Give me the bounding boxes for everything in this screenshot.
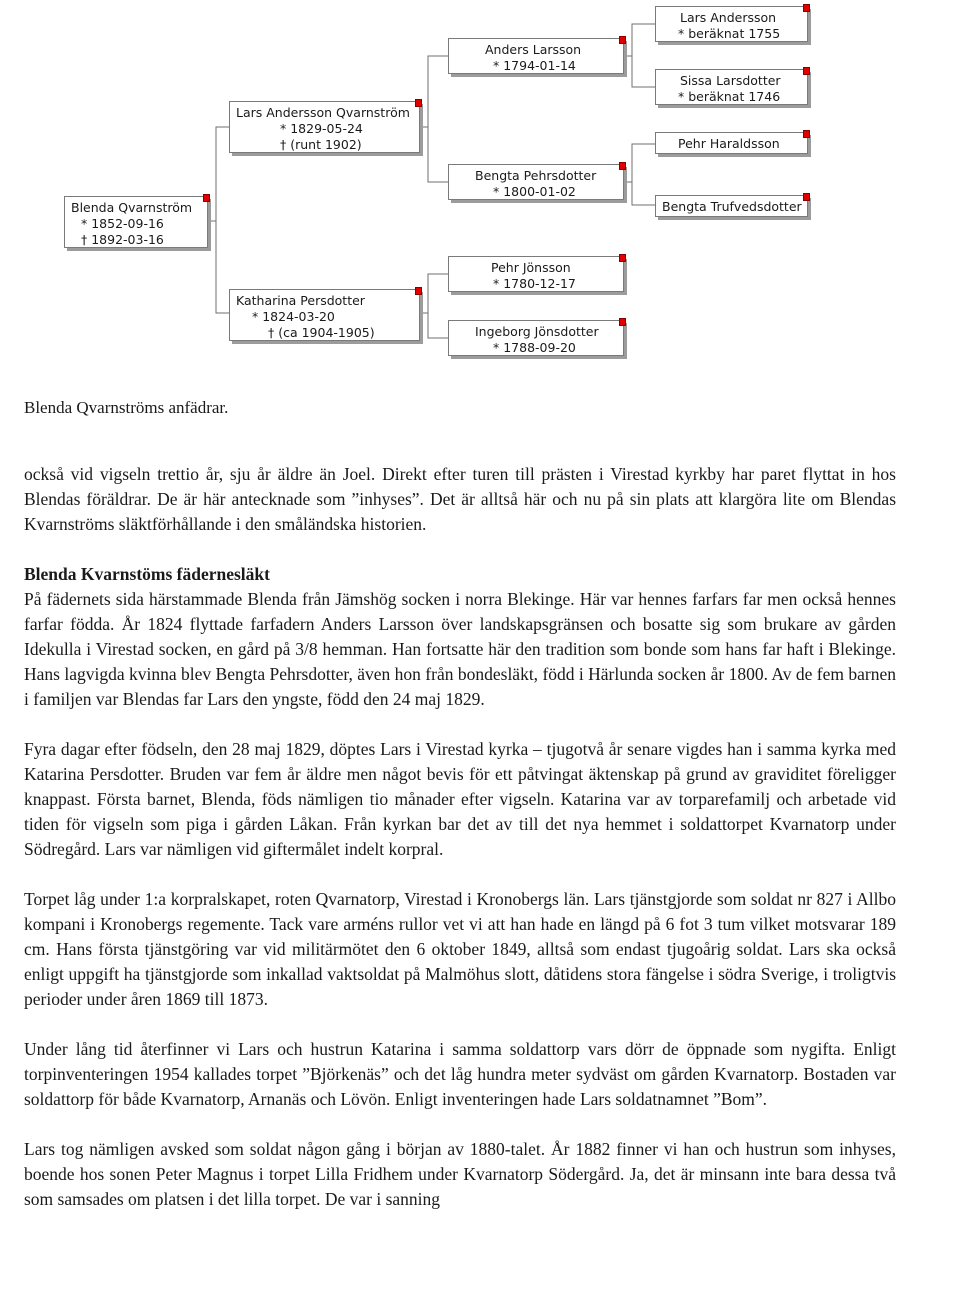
paragraph: Fyra dagar efter födseln, den 28 maj 1829, döptes Lars i Virestad kyrka – tjugotvå år senare vigdes han i samma kyrka med Katarina Persdotter. Bruden var fem år äldre men något bevis för ett påtvingat äktenskap på grund av graviditet föreligger knappast. Första barnet, Blenda, föds nämligen tio månader efter vigseln. Katarina var av torparefamilj och arbetade vid tiden för vigseln som piga i gården Låkan. Från kyrkan bar det av till det nya hemmet i soldattorpet Kvarnatorp under Södregård. Lars var nämligen vid giftermålet indelt korpral.	[24, 739, 896, 859]
record-flag-icon	[803, 130, 810, 138]
person-box-bengta-trufvedsdotter[interactable]	[655, 195, 808, 217]
record-flag-icon	[619, 254, 626, 262]
person-died: † (runt 1902)	[280, 137, 362, 152]
paragraph: Under lång tid återfinner vi Lars och hustrun Katarina i samma soldattorp vars dörr de öppnade som nygifta. Enligt torpinventeringen 1954 kallades torpet ”Björkenäs” och det låg hundra meter sydväst om gården Kvarnatorp. Bostaden var soldattorp för både Kvarnatorp, Arnanäs och Lövön. Enligt inventeringen hade Lars soldatnamnet ”Bom”.	[24, 1039, 896, 1109]
person-name: Anders Larsson	[485, 42, 582, 57]
record-flag-icon	[619, 162, 626, 170]
person-born: * beräknat 1746	[678, 89, 781, 104]
person-name: Katharina Persdotter	[236, 293, 365, 308]
record-flag-icon	[415, 99, 422, 107]
tree-caption: Blenda Qvarnströms anfädrar.	[24, 398, 229, 417]
family-tree	[0, 0, 960, 378]
person-box-lars-qvarnstrom[interactable]	[229, 101, 420, 153]
person-name: Lars Andersson Qvarnström	[236, 105, 410, 120]
person-born: * 1800-01-02	[493, 184, 576, 199]
person-born: * 1788-09-20	[493, 340, 576, 355]
paragraph: På fädernets sida härstammade Blenda från Jämshög socken i norra Blekinge. Här var hennes farfars far men också hennes farfar födda. År 1824 flyttade farfadern Anders Larsson över landskapsgränsen och bosatte sig som brukare av gården Idekulla i Virestad socken, en gård på 3/8 hemman. Han fortsatte här den tradition som bonde som hans far haft i Blekinge. Hans lagvigda kvinna blev Bengta Pehrsdotter, även hon från bondesläkt, född i Härlunda socken år 1800. Av de fem barnen i familjen var Blendas far Lars den yngste, född den 24 maj 1829.	[24, 589, 896, 709]
person-born: * 1829-05-24	[280, 121, 363, 136]
article-body	[24, 462, 896, 1237]
person-died: † 1892-03-16	[81, 232, 164, 247]
person-name: Sissa Larsdotter	[680, 73, 781, 88]
record-flag-icon	[803, 67, 810, 75]
person-box-katharina[interactable]	[229, 289, 420, 341]
person-name: Pehr Haraldsson	[678, 136, 780, 151]
person-box-sissa[interactable]	[655, 69, 808, 105]
paragraph: också vid vigseln trettio år, sju år äldre än Joel. Direkt efter turen till prästen i Virestad kyrkby har paret flyttat in hos Blendas föräldrar. De är här antecknade som ”inhyses”. Det är alltså här och nu på sin plats att klargöra lite om Blendas Kvarnströms släktförhållande i den småländska historien.	[24, 464, 896, 534]
record-flag-icon	[415, 287, 422, 295]
record-flag-icon	[803, 4, 810, 12]
paragraph: Lars tog nämligen avsked som soldat någon gång i början av 1880-talet. År 1882 finner vi han och hustrun som inhyses, boende hos sonen Peter Magnus i torpet Lilla Fridhem under Kvarnatorp Södergård. Ja, det är minsann inte bara dessa två som samsades om platsen i det lilla torpet. De var i sanning	[24, 1139, 896, 1209]
person-box-lars-andersson[interactable]	[655, 6, 808, 42]
person-name: Ingeborg Jönsdotter	[475, 324, 599, 339]
person-name: Blenda Qvarnström	[71, 200, 193, 215]
person-born: * 1780-12-17	[493, 276, 576, 291]
person-born: * beräknat 1755	[678, 26, 781, 41]
record-flag-icon	[619, 36, 626, 44]
person-name: Pehr Jönsson	[491, 260, 571, 275]
record-flag-icon	[203, 194, 210, 202]
person-died: † (ca 1904-1905)	[268, 325, 375, 340]
person-born: * 1824-03-20	[252, 309, 335, 324]
person-box-pehr-jonsson[interactable]	[448, 256, 624, 292]
record-flag-icon	[619, 318, 626, 326]
person-box-ingeborg[interactable]	[448, 320, 624, 356]
paragraph: Torpet låg under 1:a korpralskapet, roten Qvarnatorp, Virestad i Kronobergs län. Lars tjänstgjorde som soldat nr 827 i Allbo kompani i Kronobergs regemente. Tack vare arméns rullor vet vi att han hade en längd på 6 fot 3 tum vilket motsvarar 189 cm. Hans första tjänstgöring var vid militärmötet den 6 oktober 1849, alltså som endast tjugoårig soldat. Lars ska också enligt uppgift ha tjänstgjorde som inkallad vaktsoldat på Malmöhus slott, dåtidens stora fängelse i södra Sverige, i troligtvis perioder under åren 1869 till 1873.	[24, 889, 896, 1009]
person-box-anders-larsson[interactable]	[448, 38, 624, 74]
person-box-bengta-pehrsdotter[interactable]	[448, 164, 624, 200]
person-name: Bengta Pehrsdotter	[475, 168, 597, 183]
person-box-pehr-haraldsson[interactable]	[655, 132, 808, 154]
person-name: Bengta Trufvedsdotter	[662, 199, 802, 214]
person-box-blenda[interactable]	[64, 196, 208, 248]
person-born: * 1852-09-16	[81, 216, 164, 231]
person-name: Lars Andersson	[680, 10, 777, 25]
person-born: * 1794-01-14	[493, 58, 576, 73]
section-heading: Blenda Kvarnstöms fädernesläkt	[24, 564, 270, 584]
record-flag-icon	[803, 193, 810, 201]
